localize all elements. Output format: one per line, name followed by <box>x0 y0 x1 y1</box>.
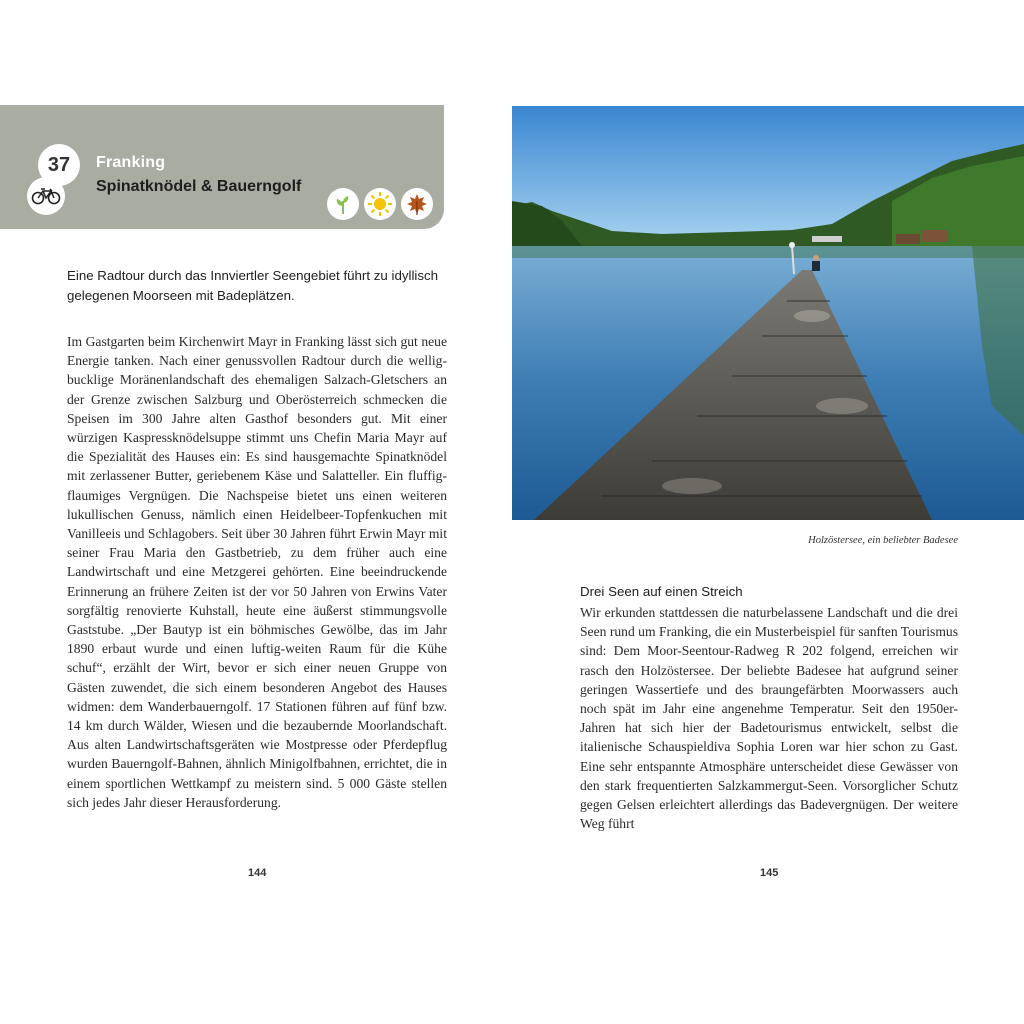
right-body-paragraph: Wir erkunden stattdessen die naturbelassene Landschaft und die drei Seen rund um Franking, die ein Musterbeispiel für sanften Tourismus sind: Dem Moor-Seentour-Radweg R 202 folgend, erreichen wir rasch den Holzöstersee. Der beliebte Badesee hat aufgrund seiner geringen Wassertiefe und des braungefärbten Moorwassers auch noch spät im Jahr eine angenehme Temperatur. Seit den 1950er-Jahren hat sich hier der Badetourismus entwickelt, selbst die italienische Schauspieldiva Sophia Loren war hier schon zu Gast. Eine sehr entspannte Atmosphäre unterscheidet diese Gewässer von den stark frequentierten Salzkammergut-Seen. Vorsorglicher Schutz gegen Gelsen erleichtert allerdings das Badevergnügen. Der weitere Weg führt <box>580 605 958 832</box>
route-title: Spinatknödel & Bauerngolf <box>96 178 302 195</box>
right-body-text <box>580 603 958 833</box>
section-subheading: Drei Seen auf einen Streich <box>580 584 743 599</box>
left-body-paragraph: Im Gastgarten beim Kirchenwirt Mayr in Franking lässt sich gut neue Energie tanken. Nach einer genussvollen Radtour durch die wellig-bucklige Moränenlandschaft des ehemaligen Salzach-Gletschers an der Grenze zwischen Salzburg und Oberösterreich schmecken die Speisen im 300 Jahre alten Gasthof besonders gut. Mit einer würzigen Kaspressknödelsuppe stimmt uns Chefin Maria Mayr auf die Spezialität des Hauses ein: Es sind hausgemachte Spinatknödel mit zerlassener Butter, geriebenem Käse und Salatteller. Ein fluffig-flaumiges Vergnügen. Die Nachspeise bietet uns einen weiteren lukullischen Genuss, nämlich einen Heidelbeer-Topfenkuchen mit Vanilleeis und Schlagobers. Seit über 30 Jahren führt Erwin Mayr mit seiner Frau Maria den Gastbetrieb, zu dem früher auch eine Landwirtschaft und eine Metzgerei gehörten. Eine beeindruckende Erinnerung an frühere Zeiten ist der vor 50 Jahren von Erwins Vater sorgfältig renovierte Kuhstall, heute eine äußerst stimmungsvolle Gaststube. „Der Bautyp ist ein böhmisches Gewölbe, das im Jahr 1890 erbaut wurde und einen luftig-weiten Raum für die Kühe schuf“, erzählt der Wirt, bevor er sich einer neuen Gruppe von Gästen zuwendet, die sich einem besonderen Angebot des Hauses widmen: dem Wanderbauerngolf. 17 Stationen führen auf fünf bzw. 14 km durch Wälder, Wiesen und die bezaubernde Moorlandschaft. Aus alten Landwirtschaftsgeräten wie Mostpresse oder Pferdepflug wurden Bauerngolf-Bahnen, ähnlich Minigolfbahnen, errichtet, die in einem sportlichen Wettkampf zu meistern sind. 5 000 Gäste stellen sich jedes Jahr dieser Herausforderung. <box>67 334 447 810</box>
photo-caption: Holzöstersee, ein beliebter Badesee <box>808 535 958 546</box>
page-number-right: 145 <box>760 867 779 879</box>
lake-jetty-photo <box>512 106 1024 520</box>
page-number-left: 144 <box>248 867 267 879</box>
bicycle-icon <box>27 177 65 215</box>
summer-sun-icon <box>364 188 396 220</box>
left-body-text <box>67 332 447 812</box>
spring-sprout-icon <box>327 188 359 220</box>
intro-text: Eine Radtour durch das Innviertler Seengebiet führt zu idyllisch gelegenen Moorseen mit Badeplätzen. <box>67 268 439 303</box>
place-name: Franking <box>96 154 166 171</box>
autumn-leaf-icon <box>401 188 433 220</box>
tour-number: 37 <box>47 153 71 176</box>
